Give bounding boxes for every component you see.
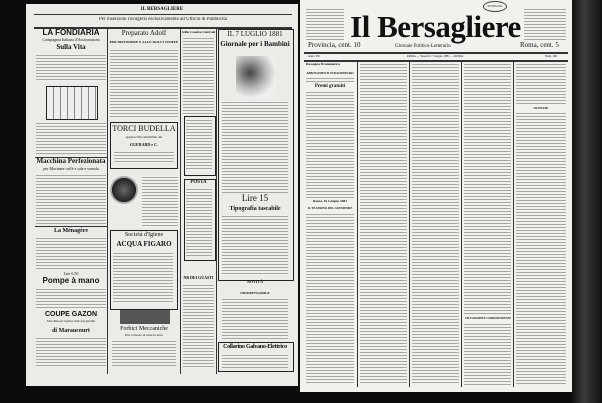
ad-fondiaria-subtitle: Compagnia Italiana d'Assicurazioni [42, 38, 100, 42]
ad-gillo-title: Gillo Casetta Centrale [181, 31, 216, 34]
medal-illustration [110, 176, 138, 204]
ad-forbici-title: Forbici Meccaniche [120, 326, 168, 332]
section-telegrammi: TELEGRAMMI E CORRISPONDENZE [464, 317, 512, 320]
ad-forbici-subtitle: Più comode di tutte le altre [125, 333, 163, 337]
book-binding-edge [572, 0, 602, 403]
ad-pompe-price: Lire 6.50 [63, 271, 79, 276]
ad-fondiaria-title: LA FONDIARIA [42, 28, 100, 37]
ad-pompe-title: Pompe à mano [42, 276, 100, 285]
left-page-advertisements [26, 4, 298, 386]
section-notizie: NOTIZIE [533, 106, 549, 110]
section-date: Roma, 16 Giugno 1881 [312, 199, 348, 203]
dateline-number: Num. 166 [545, 54, 557, 58]
ad-adolf-subtitle: PER DIFENDERE E ALLE DOLCI STOFFE [109, 41, 179, 44]
ad-novita-subtitle: INDISPENSABILE [240, 291, 270, 295]
ad-macchina-title: Macchina Perfezionata [36, 157, 106, 165]
ad-torci-maker: GUERARD e C. [130, 142, 158, 147]
running-head: IL BERSAGLIERE [140, 7, 184, 12]
left-ear [306, 8, 344, 40]
ad-igiene-product: ACQUA FIGARO [116, 240, 172, 248]
ad-novita-title: NOVITÀ [246, 279, 263, 284]
ad-guasti-title: NB DEI GUASTI [183, 275, 214, 280]
price-roma: Roma, cent. 5 [520, 41, 559, 49]
stamp: IN FOGLIO [483, 1, 507, 12]
ad-luglio-product: Giornale per i Bambini [220, 40, 290, 48]
section-teatrino: IL TEATRINO DEL GUEMPORE [307, 206, 353, 210]
dateline-date: ROMA — Venerdì 17 Giugno 1881 — ROMA [406, 54, 464, 58]
ad-coupe-subtitle: Macchina per tagliare l'erba nei giardini [47, 320, 95, 323]
ad-fondiaria-line: Sulla Vita [56, 43, 86, 51]
ad-coupe-maker: di Maraucourt [52, 328, 90, 334]
section-rassegna: Rassegna Drammatica [306, 62, 340, 66]
scissors-illustration [120, 310, 170, 324]
ad-menagere-title: La Ménagère [53, 228, 89, 234]
ad-luglio-title: IL 7 LUGLIO 1881 [227, 30, 283, 38]
right-page-front [300, 0, 572, 392]
ad-posta-title: POSTA [190, 180, 207, 185]
ad-igiene-title: Società d'Igiene [124, 232, 164, 238]
children-illustration [236, 56, 276, 98]
ad-adolf-title: Preparato Adolf [121, 29, 167, 37]
ad-torci-subtitle: apparecchio infallibile del [125, 135, 163, 139]
dateline-year: Anno VII. [308, 54, 321, 58]
tagline: Giornale Politico-Letterario [395, 44, 451, 49]
notice: Per inserzioni rivolgersi esclusivamente all'Ufficio di Pubblicità [98, 17, 227, 22]
section-premi: Premi gratuiti [314, 84, 346, 89]
ad-collarino-title: Collarino Galvano-Elettrico [223, 344, 287, 350]
ad-macchina-subtitle: per Macinare caffè e sale e semola [43, 167, 99, 171]
section-abbonamenti: ABBONAMENTI STRAORDINARI [306, 71, 354, 75]
ad-tipografia-title: Tipografia tascabile [229, 206, 281, 212]
price-provincia: Provincia, cent. 10 [308, 41, 361, 49]
masthead: Il Bersagliere [350, 9, 521, 44]
right-ear [524, 8, 566, 40]
ad-coupe-title: COUPE GAZON [44, 311, 98, 318]
ad-torci-title: TORCI BUDELLA [112, 124, 176, 133]
ad-tipografia-price: Lire 15 [241, 193, 269, 203]
